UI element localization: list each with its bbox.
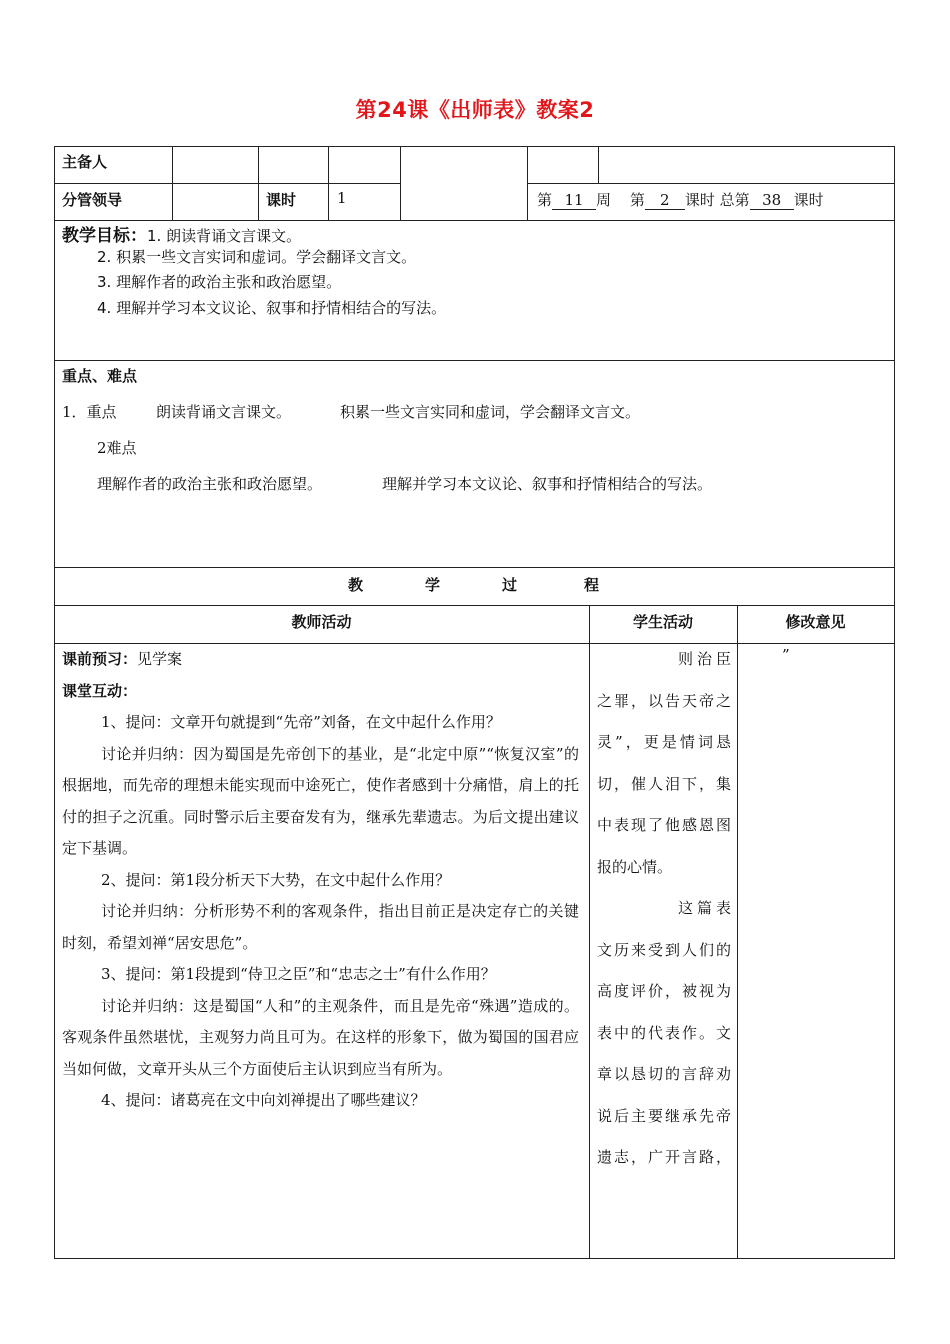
goal-item: 1. 朗读背诵文言课文。 (147, 227, 302, 245)
question-1: 1、提问：文章开句就提到“先帝”刘备，在文中起什么作用？ (101, 713, 501, 731)
process-char: 学 (425, 576, 441, 594)
difficulty-b: 理解并学习本文议论、叙事和抒情相结合的写法。 (382, 475, 713, 493)
teacher-activity (62, 644, 579, 1117)
leader-label: 分管领导 (62, 191, 123, 209)
goals-heading: 教学目标： (62, 226, 147, 246)
answer-2: 讨论并归纳：分析形势不利的客观条件，指出目前正是决定存亡的关键时刻，希望刘禅“居安思危”。 (62, 902, 579, 952)
question-2: 2、提问：第1段分析天下大势，在文中起什么作用？ (101, 870, 451, 889)
key-points-heading: 重点、难点 (62, 367, 138, 385)
key-point-label: 1．重点 (62, 403, 117, 421)
question-4: 4、提问：诸葛亮在文中向刘禅提出了哪些建议？ (101, 1091, 426, 1109)
student-paragraph-1: 则治臣之罪，以告天帝之灵”，更是情词恳切，催人泪下，集中表现了他感恩图报的心情。 (597, 650, 731, 876)
process-char: 过 (502, 576, 518, 594)
total-value: 38 (750, 192, 794, 210)
lesson-suffix: 课时 (684, 191, 715, 209)
difficulty-a: 理解作者的政治主张和政治愿望。 (97, 475, 323, 493)
difficulty-label: 2难点 (97, 439, 137, 457)
lesson-value: 2 (645, 192, 685, 210)
page-title: 第24课《出师表》教案2 (355, 98, 595, 122)
key-point-b: 积累一些文言实同和虚词，学会翻译文言文。 (340, 403, 641, 421)
student-activity (597, 639, 731, 1179)
period-value: 1 (337, 189, 347, 207)
goal-item: 2. 积累一些文言实词和虚词。学会翻译文言文。 (97, 248, 417, 266)
question-3: 3、提问：第1段提到“侍卫之臣”和“忠志之士”有什么作用？ (101, 965, 496, 983)
preview-label: 课前预习： (62, 650, 138, 668)
interaction-label: 课堂互动： (62, 681, 138, 700)
student-paragraph-2: 这篇表文历来受到人们的高度评价，被视为表中的代表作。文章以恳切的言辞劝说后主要继承先帝遗志，广开言路， (597, 899, 731, 1166)
total-suffix: 课时 (793, 191, 824, 209)
total-prefix: 总第 (719, 191, 750, 209)
preview-text: 见学案 (137, 650, 183, 668)
answer-3: 讨论并归纳：这是蜀国“人和”的主观条件，而且是先帝“殊遇”造成的。客观条件虽然堪忧，主观努力尚且可为。在这样的形象下，做为蜀国的国君应当如何做，文章开头从三个方面使后主认识到应当有所为。 (62, 996, 579, 1078)
lesson-prefix: 第 (629, 191, 645, 209)
teacher-column-header: 教师活动 (291, 613, 352, 631)
schedule-info (537, 189, 824, 210)
goal-item: 3. 理解作者的政治主张和政治愿望。 (97, 273, 342, 291)
answer-1: 讨论并归纳：因为蜀国是先帝创下的基业，是“北定中原”“恢复汉室”的根据地，而先帝的理想未能实现而中途死亡，使作者感到十分痛惜，肩上的托付的担子之沉重。同时警示后主要奋发有为，继承先辈遗志。为后文提出建议定下基调。 (62, 744, 579, 857)
goal-item: 4. 理解并学习本文议论、叙事和抒情相结合的写法。 (97, 299, 447, 317)
week-suffix: 周 (596, 191, 612, 209)
student-column-header: 学生活动 (632, 613, 693, 631)
period-label: 课时 (266, 191, 297, 209)
revision-column-header: 修改意见 (785, 613, 846, 631)
goals-line-1 (62, 221, 301, 246)
process-char: 程 (584, 576, 600, 594)
revision-mark: ” (782, 646, 790, 664)
week-value: 11 (552, 192, 596, 210)
key-point-a: 朗读背诵文言课文。 (156, 403, 292, 421)
process-char: 教 (348, 576, 364, 594)
week-prefix: 第 (537, 191, 553, 209)
preparer-label: 主备人 (62, 153, 108, 171)
